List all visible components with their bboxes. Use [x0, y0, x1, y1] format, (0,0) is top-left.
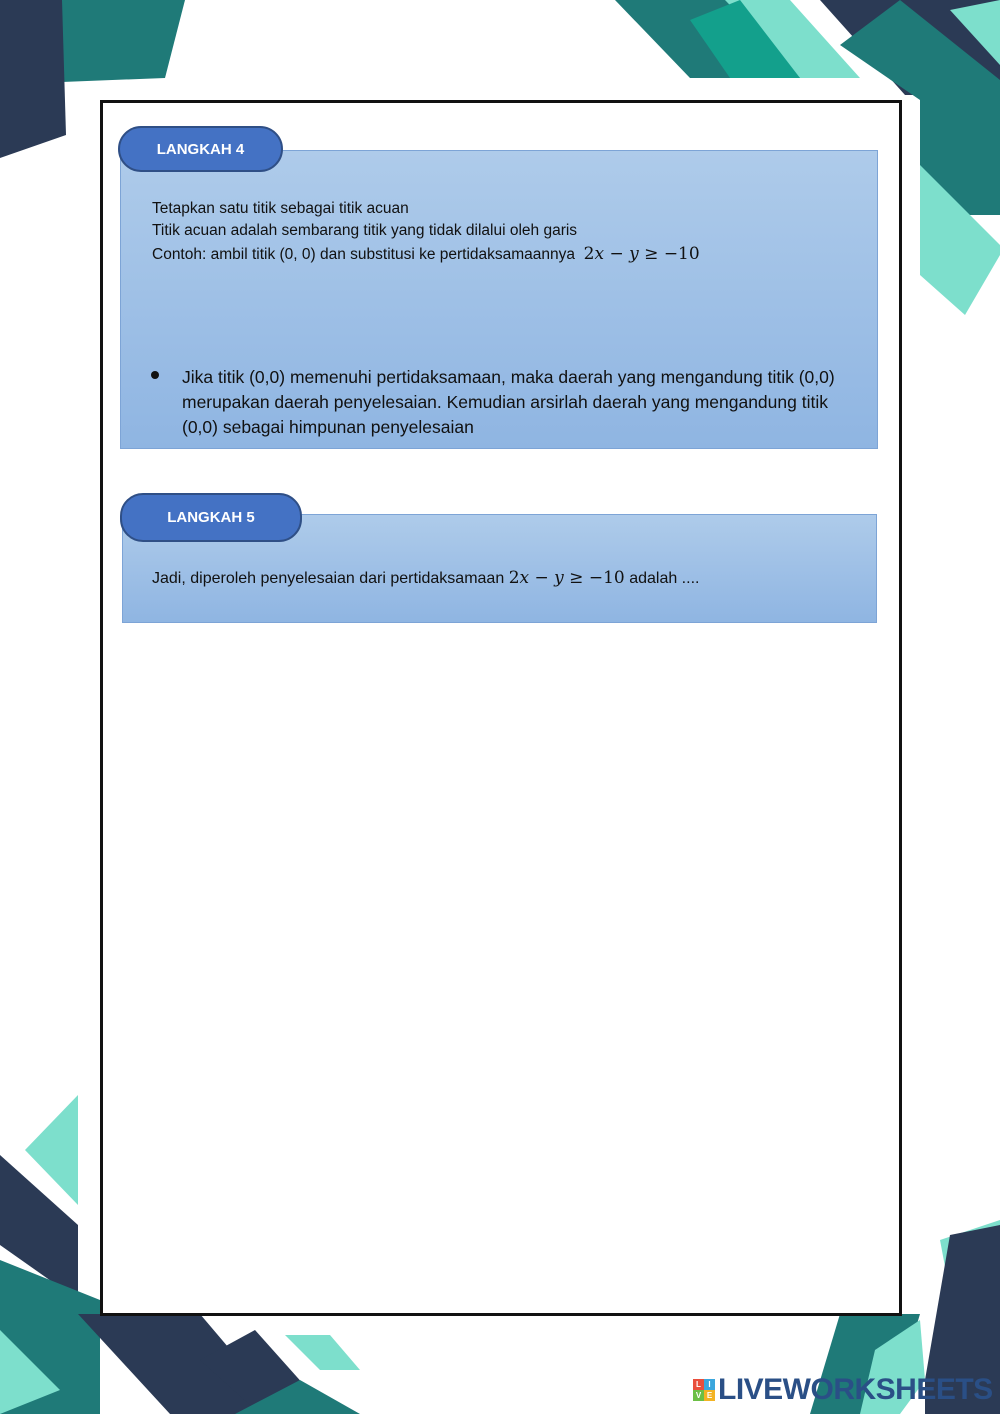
deco-shape-topleft-teal: [60, 0, 185, 82]
step4-inequality: 2x − y ≥ −10: [583, 244, 700, 264]
deco-shape-bottomleft-mint-3: [285, 1335, 360, 1370]
step5-line: [152, 568, 699, 588]
liveworksheets-text: LIVEWORKSHEETS: [718, 1373, 993, 1406]
step4-label: LANGKAH 4: [118, 126, 283, 172]
deco-shape-topleft-navy: [0, 0, 66, 158]
liveworksheets-logo: [693, 1374, 993, 1406]
step4-line3: [152, 244, 700, 264]
step4-line2: Titik acuan adalah sembarang titik yang tidak dilalui oleh garis: [152, 222, 578, 239]
step5-inequality: 2x − y ≥ −10: [508, 568, 625, 588]
bullet-icon: [151, 371, 159, 379]
step5-text-prefix: Jadi, diperoleh penyelesaian dari pertidaksamaan: [152, 570, 505, 587]
liveworksheets-mark-icon: L I V E: [693, 1379, 715, 1401]
step5-label: LANGKAH 5: [120, 493, 302, 542]
step4-bullet-text: Jika titik (0,0) memenuhi pertidaksamaan, maka daerah yang mengandung titik (0,0) merupakan daerah penyelesaian. Kemudian arsirlah daerah yang mengandung titik (0,0) sebagai himpunan penyelesaian: [182, 367, 835, 437]
step4-line1: Tetapkan satu titik sebagai titik acuan: [152, 200, 409, 217]
step5-text-suffix: adalah ....: [629, 570, 700, 587]
step4-line3-text: Contoh: ambil titik (0, 0) dan substitusi ke pertidaksamaannya: [152, 246, 576, 263]
